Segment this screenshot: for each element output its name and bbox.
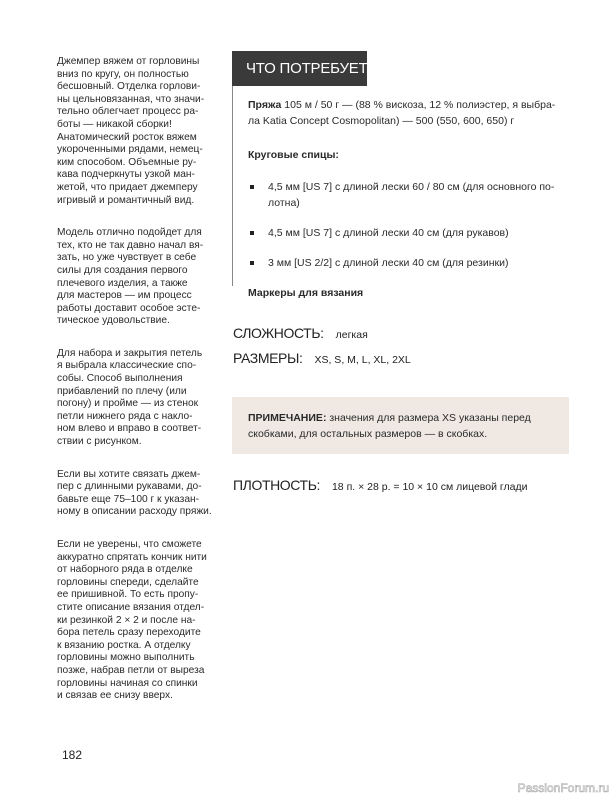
text-line: Для набора и закрытия петель (57, 347, 203, 359)
gauge (233, 477, 527, 493)
text-line: Модель отлично подойдет для (57, 227, 202, 239)
left-column-text (57, 56, 227, 723)
text-line: ному в описании расходу пряжи. (57, 506, 212, 518)
paragraph (57, 469, 227, 519)
paragraph (57, 348, 227, 449)
yarn-line: 105 м / 50 г — (88 % вискоза, 12 % полиэстер, я выбра- (281, 99, 556, 111)
text-line: от наборного ряда в отделке (57, 564, 193, 576)
text-line: плечевого изделия, а также (57, 277, 188, 289)
text-line: ее пришивной. То есть пропу- (57, 589, 199, 601)
needle-item: 4,5 мм [US 7] с длиной лески 40 см (для рукавов) (248, 225, 603, 241)
text-line: ны цельновязанная, что значи- (57, 93, 205, 105)
text-line: тельно облегчает процесс ра- (57, 106, 199, 118)
text-line: укороченными рядами, немец- (57, 144, 203, 156)
text-line: игривый и романтичный вид. (57, 194, 195, 206)
markers-label: Маркеры для вязания (248, 287, 364, 299)
needle-item: 3 мм [US 2/2] с длиной лески 40 см (для резинки) (248, 255, 603, 271)
text-line: боты — никакой сборки! (57, 118, 172, 130)
note-line: скобками, для остальных размеров — в скобках. (248, 428, 488, 440)
text-line: я выбрала классические спо- (57, 360, 197, 372)
materials-section (248, 97, 603, 301)
note-label: ПРИМЕЧАНИЕ: (248, 412, 327, 424)
sizes-label: РАЗМЕРЫ: (233, 350, 303, 366)
text-line: зать, но уже чувствует в себе (57, 252, 197, 264)
sizes-value: XS, S, M, L, XL, 2XL (314, 354, 411, 366)
text-line: ким способом. Объемные ру- (57, 156, 197, 168)
text-line: Если вы хотите связать джем- (57, 468, 201, 480)
paragraph (57, 539, 227, 703)
materials-divider (232, 86, 233, 286)
text-line: кава подчеркнуты узкой ман- (57, 169, 195, 181)
needle-item (248, 179, 603, 211)
difficulty-label: СЛОЖНОСТЬ: (233, 325, 324, 341)
gauge-value: 18 п. × 28 р. = 10 × 10 см лицевой глади (331, 481, 528, 493)
text-line: позже, набрав петли от выреза (57, 664, 205, 676)
text-line: к вязанию ростка. А отделку (57, 639, 191, 651)
text-line: бора петель сразу переходите (57, 627, 201, 639)
text-line: аккуратно спрятать кончик нити (57, 551, 207, 563)
text-line: ном влево и вправо в соответ- (57, 423, 202, 435)
text-line: силы для создания первого (57, 264, 188, 276)
difficulty-value: легкая (335, 329, 368, 341)
text-line: бавьте еще 75–100 г к указан- (57, 493, 200, 505)
yarn-line: ла Katia Concept Cosmopolitan) — 500 (550, 600, 650) г (248, 115, 515, 127)
materials-header: ЧТО ПОТРЕБУЕТСЯ: (232, 51, 367, 86)
text-line: Анатомический росток вяжем (57, 131, 197, 143)
text-line: вниз по кругу, он полностью (57, 68, 189, 80)
text-line: горловины можно выполнить (57, 652, 195, 664)
text-line: тическое удовольствие. (57, 315, 170, 327)
difficulty (233, 325, 368, 341)
text-line: тех, кто не так давно начал вя- (57, 239, 204, 251)
text-line: ствии с рисунком. (57, 436, 142, 448)
paragraph (57, 227, 227, 328)
note-box (232, 397, 569, 454)
text-line: пер с длинными рукавами, до- (57, 481, 202, 493)
text-line: Если не уверены, что сможете (57, 539, 202, 550)
text-line: горловины начиная со спинки (57, 677, 198, 689)
needle-line: 4,5 мм [US 7] с длиной лески 60 / 80 см (для основного по- (268, 181, 555, 193)
sizes (233, 350, 411, 366)
note-line: значения для размера XS указаны перед (326, 412, 531, 424)
text-line: жетой, что придает джемперу (57, 181, 198, 193)
yarn-label: Пряжа (248, 99, 282, 111)
text-line: стите описание вязания отдел- (57, 601, 205, 613)
page-number: 182 (62, 748, 83, 762)
yarn-info (248, 97, 603, 129)
needles-label: Круговые спицы: (248, 149, 339, 161)
text-line: собы. Способ выполнения (57, 373, 183, 385)
watermark: PassionForum.ru (517, 781, 609, 795)
paragraph (57, 56, 227, 207)
text-line: горловины спереди, сделайте (57, 576, 199, 588)
gauge-label: ПЛОТНОСТЬ: (233, 477, 320, 493)
text-line: для мастеров — им процесс (57, 290, 192, 302)
text-line: и связав ее снизу вверх. (57, 690, 173, 702)
text-line: погону) и пройме — из стенок (57, 398, 199, 410)
text-line: Джемпер вяжем от горловины (57, 56, 200, 67)
text-line: прибавлений по плечу (или (57, 385, 187, 397)
text-line: бесшовный. Отделка горлови- (57, 81, 201, 93)
text-line: петли нижнего ряда с накло- (57, 410, 193, 422)
text-line: ки резинкой 2 × 2 и после на- (57, 614, 196, 626)
text-line: работы доставит особое эсте- (57, 302, 201, 314)
needle-line: лотна) (268, 197, 300, 209)
